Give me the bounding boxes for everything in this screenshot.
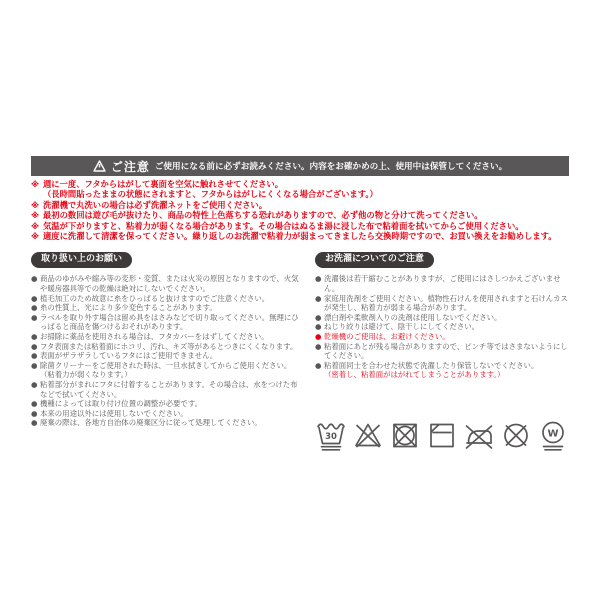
wash-30-gentle-icon bbox=[315, 418, 347, 452]
no-bleach-icon bbox=[352, 418, 384, 452]
warning-note: ※ 気温が下がりますと、粘着力が弱くなる場合があります。その場合はぬるま湯に浸した布で粘着面を拭いてからご使用ください。 bbox=[31, 220, 524, 231]
list-item: ● ラベルを取り外す場合は留め具をはさみなどで切り取ってください。無理にひっぱると商品を傷つけるおそれがあります。 bbox=[31, 312, 299, 332]
list-item: ● 表面がザラザラしているフタにはご使用できません。 bbox=[31, 351, 218, 361]
warning-note: ※ 洗濯機で丸洗いの場合は必ず洗濯ネットをご使用ください。 bbox=[31, 199, 268, 210]
caution-title: ご注意 bbox=[110, 159, 150, 174]
washing-column bbox=[315, 246, 569, 452]
list-item: ● 廃棄の際は、各地方自治体の廃棄区分に従って処理してください。 bbox=[31, 418, 262, 428]
list-item: ● 家庭用洗剤をご使用ください。植物性石けんを使用されますと石けんカスが発生し、粘着力が弱まる場合があります。 bbox=[315, 293, 568, 313]
dry-flat-in-shade-icon bbox=[426, 418, 458, 452]
list-item: （粘着力が弱くなります。） bbox=[40, 370, 132, 380]
list-item: ● 粘着面同士を合わせた状態で洗濯したり保管しないでください。 bbox=[315, 360, 539, 370]
list-item: ● 漂白剤や柔軟剤入りの洗剤は使用しないでください。 bbox=[315, 312, 502, 322]
handling-heading: 取り扱い上のお願い bbox=[31, 252, 132, 268]
list-item: ● 粘着面にあとが残る場合がありますので、ピンチ等ではさまないようにしてください。 bbox=[315, 341, 568, 361]
warning-note: （長時間貼ったままの状態にされますと、フタからはがしにくくなる場合がございます。） bbox=[43, 189, 378, 200]
caution-header-bar bbox=[31, 156, 569, 176]
list-item-warning: （密着し、粘着面がはがれてしまうことがあります。） bbox=[324, 370, 505, 380]
warning-note: ※ 最初の数回は遊び毛が抜けたり、商品の特性上色落ちする恐れがありますので、必ず他の物と分けて洗ってください。 bbox=[31, 210, 483, 221]
warning-triangle-icon bbox=[93, 160, 106, 172]
caution-subtitle: ご使用になる前に必ずお読みください。内容をお確かめの上、使用中は保管してください。 bbox=[154, 162, 508, 172]
washing-heading: お洗濯についてのご注意 bbox=[315, 252, 434, 268]
list-item: ● 植毛加工のため故意に糸をひっぱると抜けますのでご注意ください。 bbox=[31, 293, 270, 303]
list-item: ● お掃除に薬品を使用される場合は、フタカバーをはずしてください。 bbox=[31, 332, 269, 341]
list-item-warning: ● 乾燥機のご使用は、お避けください。 bbox=[315, 332, 450, 341]
list-item: ● 商品のゆがみや縮み等の変形・変質、または火災の原因となりますので、火気や暖房器具等での乾燥は絶対にしないでください。 bbox=[31, 274, 299, 294]
warning-note: ※ 週に一度、フタからはがして裏面を空気に触れさせてください。 bbox=[31, 179, 284, 189]
svg-text:30: 30 bbox=[325, 431, 337, 442]
list-item: ● 洗濯後は若干縮むことがありますが、ご使用にはさしつかえございません。 bbox=[315, 274, 561, 294]
no-dry-clean-icon bbox=[500, 418, 532, 452]
warning-note: ※ 適度に洗濯して清潔を保ってください。繰り返しのお洗濯で粘着力が弱まってきましたら交換時期ですので、お買い換えをお勧めします。 bbox=[31, 231, 557, 242]
no-iron-icon bbox=[463, 418, 495, 452]
wet-clean-gentle-icon bbox=[537, 418, 569, 452]
two-column-area bbox=[31, 246, 569, 452]
top-warning-notes bbox=[31, 179, 569, 241]
handling-column bbox=[31, 246, 303, 452]
list-item: ● 除菌クリーナーをご使用された時は、一旦水拭きしてからご使用ください。 bbox=[31, 360, 292, 370]
svg-text:W: W bbox=[547, 428, 559, 440]
list-item: ● 糸の性質上、光により多少変色することがあります。 bbox=[31, 303, 217, 313]
no-tumble-dry-icon bbox=[389, 418, 421, 452]
list-item: ● ねじり絞りは避けて、陰干しにしてください。 bbox=[315, 322, 480, 332]
care-symbols-row bbox=[315, 418, 569, 452]
washing-list bbox=[315, 274, 569, 380]
list-item: ● 機種によっては取り付け位置の調整が必要です。 bbox=[31, 399, 203, 409]
list-item: ● 粘着部分がまれにフタに付着することがあります。その場合は、水をつけた布などで拭いてください。 bbox=[31, 379, 298, 399]
list-item: ● フタ表面または粘着面にホコリ、汚れ、キズ等があるとつきにくくなります。 bbox=[31, 341, 298, 351]
care-instruction-sheet bbox=[31, 156, 569, 452]
handling-list bbox=[31, 274, 303, 428]
list-item: ● 本来の用途以外には使用しないでください。 bbox=[31, 408, 188, 418]
